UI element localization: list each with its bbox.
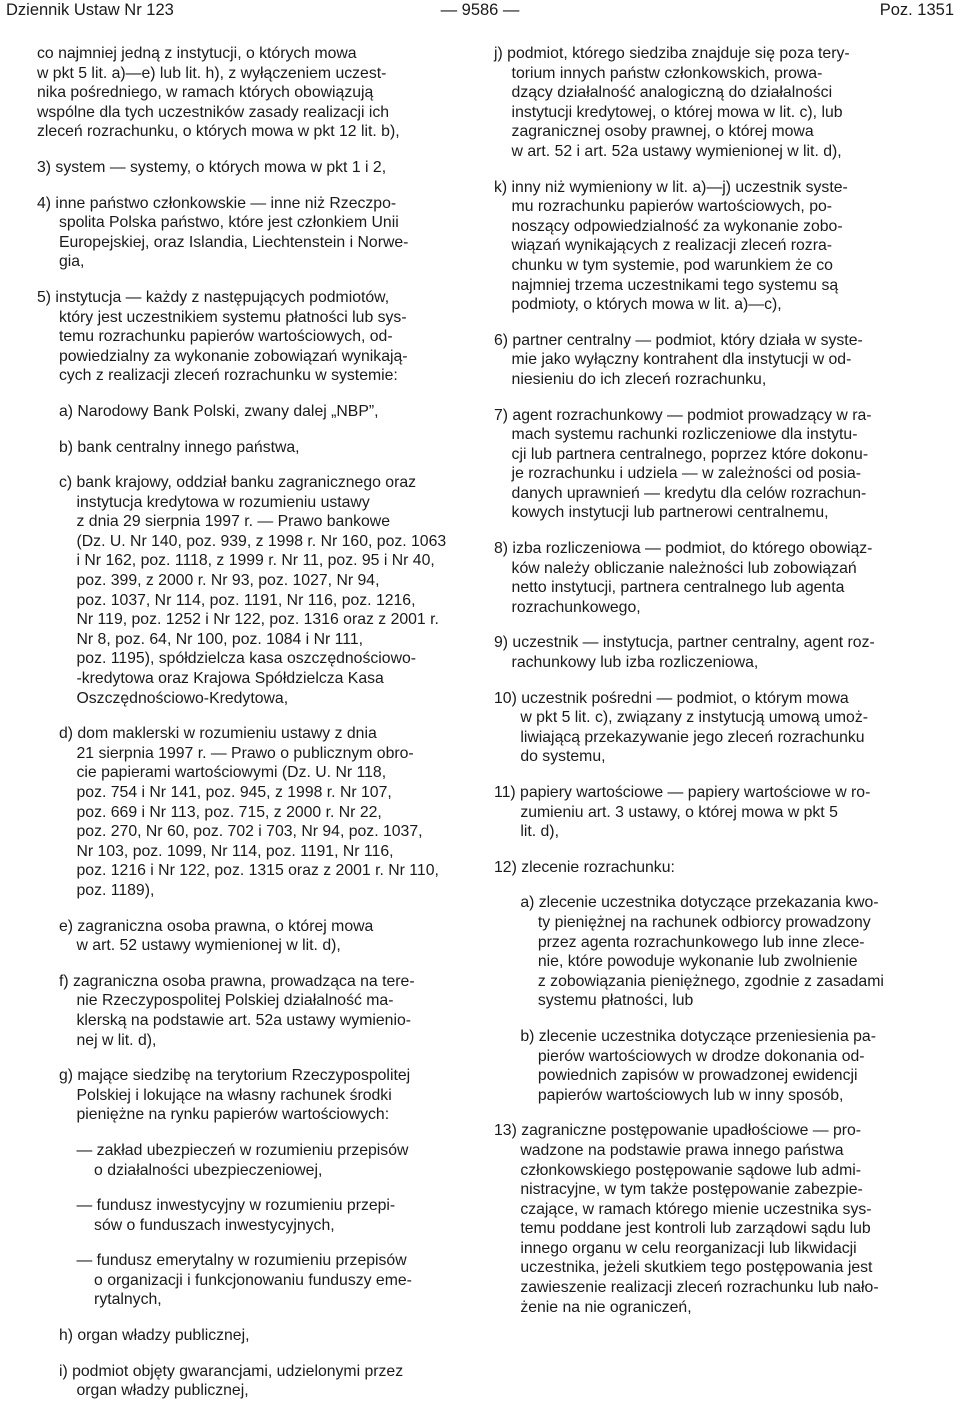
text-line: rachunkowy lub izba rozliczeniowa,	[494, 654, 759, 672]
text-line: ków należy obliczanie należności lub zobowiązań	[494, 559, 857, 577]
paragraph	[37, 1141, 469, 1180]
text-line: z dnia 29 sierpnia 1997 r. — Prawo bankowe	[37, 513, 390, 531]
text-line: Nr 103, poz. 1099, Nr 114, poz. 1191, Nr 116,	[37, 842, 394, 860]
text-line: w pkt 5 lit. a)—e) lub lit. h), z wyłączeniem uczest-	[37, 64, 387, 82]
text-line: członkowskiego postępowanie sądowe lub admi-	[494, 1161, 862, 1179]
text-line: ty pieniężnej na rachunek odbiorcy prowadzony	[494, 913, 871, 931]
text-line: dzący działalność analogiczną do działalności	[494, 84, 833, 102]
text-line: poz. 1189),	[37, 881, 155, 899]
paragraph	[37, 1362, 469, 1401]
page-number: — 9586 —	[440, 1, 520, 19]
paragraph-gap	[494, 673, 956, 689]
text-line: a) zlecenie uczestnika dotyczące przekazania kwo-	[494, 894, 879, 912]
text-line: zagranicznej osoby prawnej, o której mowa	[494, 123, 814, 141]
paragraph-gap	[37, 1180, 469, 1196]
paragraph-gap	[494, 767, 956, 783]
text-line: cji lub partnera centralnego, poprzez które dokonu-	[494, 445, 869, 463]
text-line: Oszczędnościowo-Kredytowa,	[37, 689, 289, 707]
text-line: — zakład ubezpieczeń w rozumieniu przepisów	[37, 1141, 409, 1159]
paragraph	[37, 473, 469, 708]
text-line: mach systemu rachunki rozliczeniowe dla instytu-	[494, 426, 858, 444]
text-line: powiednich zapisów w prowadzonej ewidencji	[494, 1067, 858, 1085]
page-header	[6, 0, 954, 24]
text-line: b) bank centralny innego państwa,	[37, 438, 300, 456]
text-line: mie jako wyłączny kontrahent dla instytucji w od-	[494, 351, 852, 369]
text-line: k) inny niż wymieniony w lit. a)—j) uczestnik syste-	[494, 178, 848, 196]
text-line: instytucja kredytowa w rozumieniu ustawy	[37, 493, 370, 511]
text-line: 11) papiery wartościowe — papiery wartościowe w ro-	[494, 784, 871, 801]
text-line: powiedzialny za wykonanie zobowiązań wynikają-	[37, 347, 408, 365]
paragraph-gap	[37, 457, 469, 473]
text-line: 6) partner centralny — podmiot, który działa w syste-	[494, 331, 863, 349]
paragraph	[494, 1027, 956, 1105]
paragraph-gap	[37, 1125, 469, 1141]
text-line: wadzone na podstawie prawa innego państwa	[494, 1141, 844, 1159]
text-line: a) Narodowy Bank Polski, zwany dalej „NBP”,	[37, 402, 379, 420]
text-line: niesieniu do ich zleceń rozrachunku,	[494, 370, 767, 388]
text-line: klerską na podstawie art. 52a ustawy wymienio-	[37, 1011, 412, 1029]
paragraph	[494, 539, 956, 617]
text-line: podmioty, o których mowa w lit. a)—c),	[494, 296, 782, 314]
text-line: liwiającą przekazywanie jego zleceń rozrachunku	[494, 728, 865, 746]
journal-title: Dziennik Ustaw Nr 123	[6, 1, 174, 19]
text-line: zumieniu art. 3 ustawy, o której mowa w pkt 5	[494, 803, 838, 821]
text-line: kowych instytucji lub partnerowi centralnemu,	[494, 504, 829, 522]
paragraph	[494, 858, 956, 878]
text-line: — fundusz inwestycyjny w rozumieniu przepi-	[37, 1197, 396, 1215]
text-line: instytucji kredytowej, o której mowa w lit. c), lub	[494, 103, 843, 121]
paragraph	[494, 406, 956, 524]
paragraph	[494, 178, 956, 315]
paragraph	[37, 972, 469, 1050]
text-line: rozrachunkowego,	[494, 598, 641, 616]
right-column	[494, 44, 956, 1317]
paragraph	[37, 44, 469, 142]
paragraph	[494, 893, 956, 1011]
text-line: c) bank krajowy, oddział banku zagranicznego oraz	[37, 474, 417, 492]
text-line: (Dz. U. Nr 140, poz. 939, z 1998 r. Nr 160, poz. 1063	[37, 532, 447, 550]
paragraph-gap	[37, 956, 469, 972]
text-line: do systemu,	[494, 748, 606, 766]
paragraph-gap	[37, 708, 469, 724]
paragraph	[494, 1121, 956, 1317]
text-line: noszący odpowiedzialność za wykonanie zobo-	[494, 217, 843, 235]
text-line: zawieszenie realizacji zleceń rozrachunku lub nało-	[494, 1279, 879, 1297]
text-line: b) zlecenie uczestnika dotyczące przeniesienia pa-	[494, 1027, 876, 1045]
text-line: 9) uczestnik — instytucja, partner centralny, agent roz-	[494, 634, 875, 652]
text-line: i) podmiot objęty gwarancjami, udzielonymi przez	[37, 1362, 404, 1380]
text-line: spolita Polska państwo, które jest członkiem Unii	[37, 214, 399, 232]
text-line: torium innych państw członkowskich, prowa-	[494, 64, 823, 82]
text-line: lit. d),	[494, 823, 559, 841]
text-line: zleceń rozrachunku, o których mowa w pkt 12 lit. b),	[37, 123, 400, 141]
text-line: 5) instytucja — każdy z następujących podmiotów,	[37, 288, 390, 306]
text-line: poz. 1195), spółdzielcza kasa oszczędnościowo-	[37, 650, 417, 668]
paragraph	[37, 1251, 469, 1310]
paragraph	[37, 1066, 469, 1125]
text-line: cych z realizacji zleceń rozrachunku w systemie:	[37, 367, 398, 385]
text-line: nistracyjne, w tym także postępowanie zabezpie-	[494, 1181, 863, 1199]
paragraph-gap	[37, 1346, 469, 1362]
text-line: nie, które powoduje wykonanie lub zwolnienie	[494, 953, 858, 971]
paragraph-gap	[494, 877, 956, 893]
paragraph-gap	[494, 162, 956, 178]
text-line: o działalności ubezpieczeniowej,	[37, 1161, 323, 1179]
paragraph	[37, 1196, 469, 1235]
text-line: wiązań wynikających z realizacji zleceń rozra-	[494, 237, 832, 255]
paragraph-gap	[494, 315, 956, 331]
paragraph-gap	[37, 1310, 469, 1326]
text-line: chunku w tym systemie, pod warunkiem że co	[494, 256, 833, 274]
text-line: poz. 1216 i Nr 122, poz. 1315 oraz z 2001 r. Nr 110,	[37, 862, 439, 880]
text-line: f) zagraniczna osoba prawna, prowadząca na tere-	[37, 972, 415, 990]
text-line: z zobowiązania pieniężnego, zgodnie z zasadami	[494, 972, 884, 990]
text-line: h) organ władzy publicznej,	[37, 1327, 250, 1345]
paragraph	[37, 402, 469, 422]
position-number: Poz. 1351	[879, 1, 954, 19]
paragraph	[37, 724, 469, 900]
text-line: w pkt 5 lit. c), związany z instytucją umową umoż-	[494, 709, 868, 727]
text-line: systemu płatności, lub	[494, 992, 694, 1010]
text-line: poz. 399, z 2000 r. Nr 93, poz. 1027, Nr 94,	[37, 572, 380, 590]
text-line: uczestnika, jeżeli skutkiem tego postępowania jest	[494, 1259, 873, 1277]
paragraph-gap	[37, 1235, 469, 1251]
text-line: żenie na nie ograniczeń,	[494, 1298, 692, 1316]
text-line: 10) uczestnik pośredni — podmiot, o którym mowa	[494, 689, 849, 707]
paragraph	[37, 288, 469, 386]
text-line: rytalnych,	[37, 1291, 162, 1309]
paragraph	[37, 1326, 469, 1346]
paragraph-gap	[37, 142, 469, 158]
text-line: — fundusz emerytalny w rozumieniu przepisów	[37, 1252, 407, 1270]
text-line: je rozrachunku i udziela — w zależności od posia-	[494, 465, 862, 483]
paragraph	[494, 633, 956, 672]
paragraph-gap	[37, 386, 469, 402]
paragraph	[494, 783, 956, 842]
paragraph-gap	[494, 523, 956, 539]
text-line: innego organu w celu reorganizacji lub likwidacji	[494, 1239, 857, 1257]
text-line: g) mające siedzibę na terytorium Rzeczypospolitej	[37, 1067, 411, 1085]
text-line: nika pośredniego, w ramach których obowiązują	[37, 84, 374, 102]
text-line: pieniężne na rynku papierów wartościowych:	[37, 1106, 390, 1124]
text-line: temu poddane jest kontroli lub zarządowi sądu lub	[494, 1220, 871, 1238]
text-line: 12) zlecenie rozrachunku:	[494, 858, 675, 876]
text-line: Nr 8, poz. 64, Nr 100, poz. 1084 i Nr 111,	[37, 630, 364, 648]
text-line: 8) izba rozliczeniowa — podmiot, do którego obowiąz-	[494, 540, 873, 558]
text-line: danych uprawnień — kredytu dla celów rozrachun-	[494, 484, 867, 502]
text-line: temu rozrachunku papierów wartościowych, od-	[37, 328, 393, 346]
paragraph	[37, 158, 469, 178]
text-line: 13) zagraniczne postępowanie upadłościowe — pro-	[494, 1122, 862, 1140]
paragraph-gap	[37, 272, 469, 288]
text-line: i Nr 162, poz. 1118, z 1999 r. Nr 11, poz. 95 i Nr 40,	[37, 552, 435, 570]
text-line: sów o funduszach inwestycyjnych,	[37, 1216, 335, 1234]
paragraph-gap	[37, 1050, 469, 1066]
paragraph-gap	[494, 1011, 956, 1027]
paragraph-gap	[494, 1105, 956, 1121]
text-line: 3) system — systemy, o których mowa w pkt 1 i 2,	[37, 158, 387, 176]
text-line: czające, w ramach którego mienie uczestnika sys-	[494, 1200, 872, 1218]
text-line: co najmniej jedną z instytucji, o których mowa	[37, 45, 357, 62]
text-line: przez agenta rozrachunkowego lub inne zlece-	[494, 933, 865, 951]
text-line: poz. 754 i Nr 141, poz. 945, z 1998 r. Nr 107,	[37, 784, 392, 801]
text-line: Nr 119, poz. 1252 i Nr 122, poz. 1316 oraz z 2001 r.	[37, 611, 439, 629]
text-line: poz. 1037, Nr 114, poz. 1191, Nr 116, poz. 1216,	[37, 591, 416, 609]
text-line: który jest uczestnikiem systemu płatności lub sys-	[37, 308, 407, 326]
paragraph-gap	[494, 617, 956, 633]
paragraph-gap	[494, 390, 956, 406]
text-line: pierów wartościowych w drodze dokonania od-	[494, 1047, 865, 1065]
text-line: najmniej trzema uczestnikami tego systemu są	[494, 276, 839, 294]
paragraph-gap	[37, 178, 469, 194]
paragraph-gap	[494, 842, 956, 858]
text-line: poz. 270, Nr 60, poz. 702 i 703, Nr 94, poz. 1037,	[37, 823, 423, 841]
text-line: wspólne dla tych uczestników zasady realizacji ich	[37, 103, 390, 121]
text-line: nie Rzeczypospolitej Polskiej działalność ma-	[37, 992, 394, 1010]
text-line: 7) agent rozrachunkowy — podmiot prowadzący w ra-	[494, 406, 872, 424]
text-line: d) dom maklerski w rozumieniu ustawy z dnia	[37, 725, 377, 743]
text-line: j) podmiot, którego siedziba znajduje się poza tery-	[494, 45, 850, 62]
paragraph	[37, 917, 469, 956]
text-line: poz. 669 i Nr 113, poz. 715, z 2000 r. Nr 22,	[37, 803, 382, 821]
paragraph	[494, 331, 956, 390]
text-line: w art. 52 ustawy wymienionej w lit. d),	[37, 937, 341, 955]
text-line: cie papierami wartościowymi (Dz. U. Nr 118,	[37, 764, 387, 782]
text-line: mu rozrachunku papierów wartościowych, po-	[494, 198, 833, 216]
text-line: organ władzy publicznej,	[37, 1382, 249, 1400]
paragraph	[494, 44, 956, 162]
text-line: netto instytucji, partnera centralnego lub agenta	[494, 579, 845, 597]
paragraph	[494, 689, 956, 767]
paragraph-gap	[37, 422, 469, 438]
text-line: nej w lit. d),	[37, 1031, 157, 1049]
text-line: papierów wartościowych lub w inny sposób,	[494, 1086, 844, 1104]
text-line: 21 sierpnia 1997 r. — Prawo o publicznym obro-	[37, 744, 414, 762]
paragraph	[37, 194, 469, 272]
left-column	[37, 44, 469, 1401]
paragraph-gap	[37, 901, 469, 917]
text-line: -kredytowa oraz Krajowa Spółdzielcza Kasa	[37, 670, 384, 688]
text-line: 4) inne państwo członkowskie — inne niż Rzeczpo-	[37, 194, 397, 212]
text-line: w art. 52 i art. 52a ustawy wymienionej w lit. d),	[494, 142, 842, 160]
text-line: gia,	[37, 253, 85, 271]
text-line: o organizacji i funkcjonowaniu funduszy eme-	[37, 1271, 412, 1289]
text-line: Polskiej i lokujące na własny rachunek środki	[37, 1086, 392, 1104]
text-line: e) zagraniczna osoba prawna, o której mowa	[37, 917, 374, 935]
text-line: Europejskiej, oraz Islandia, Liechtenstein i Norwe-	[37, 233, 409, 251]
paragraph	[37, 438, 469, 458]
